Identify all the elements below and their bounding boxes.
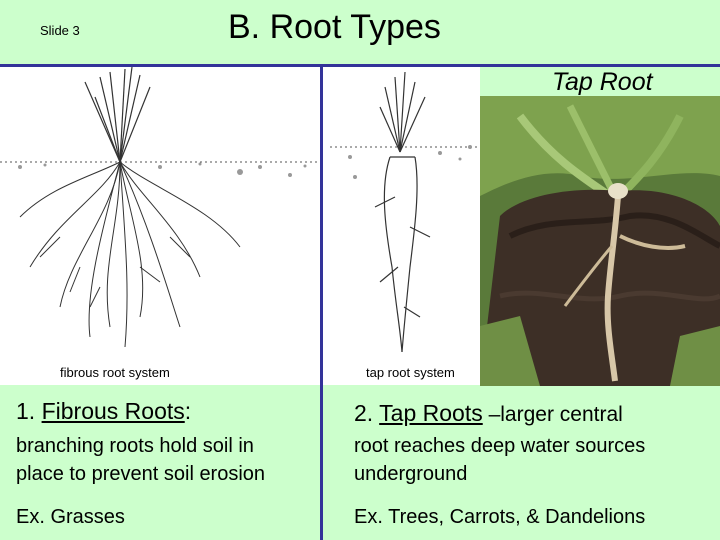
tap-description (354, 432, 645, 488)
fibrous-heading-number: 1. (16, 398, 36, 424)
fibrous-roots-heading (16, 398, 191, 425)
fibrous-roots (20, 162, 240, 347)
slide-title: B. Root Types (228, 8, 441, 46)
fibrous-example: Ex. Grasses (16, 506, 125, 528)
root-illustration (0, 67, 480, 385)
tap-caption: tap root system (366, 365, 455, 380)
root-diagrams-drawing (0, 67, 480, 385)
tap-heading-number: 2. (354, 400, 374, 426)
fibrous-description (16, 432, 265, 488)
tap-heading-rest: –larger central (482, 403, 623, 426)
fibrous-caption: fibrous root system (60, 365, 170, 380)
column-divider (320, 64, 323, 540)
tap-desc-line1: root reaches deep water sources (354, 435, 646, 457)
tap-roots-heading (354, 400, 623, 427)
slide-number: Slide 3 (40, 23, 80, 38)
tap-root-drawing (375, 72, 430, 352)
dandelion-photo (480, 96, 720, 386)
fibrous-heading-term: Fibrous Roots (41, 398, 185, 424)
fibrous-heading-colon: : (184, 398, 192, 424)
tap-example: Ex. Trees, Carrots, & Dandelions (354, 506, 646, 528)
fibrous-desc-line2: place to prevent soil erosion (16, 463, 266, 485)
tap-desc-line2: underground (354, 463, 468, 485)
tap-heading-term: Tap Roots (379, 400, 483, 426)
photo-label: Tap Root (552, 68, 653, 96)
fibrous-desc-line1: branching roots hold soil in (16, 435, 254, 457)
